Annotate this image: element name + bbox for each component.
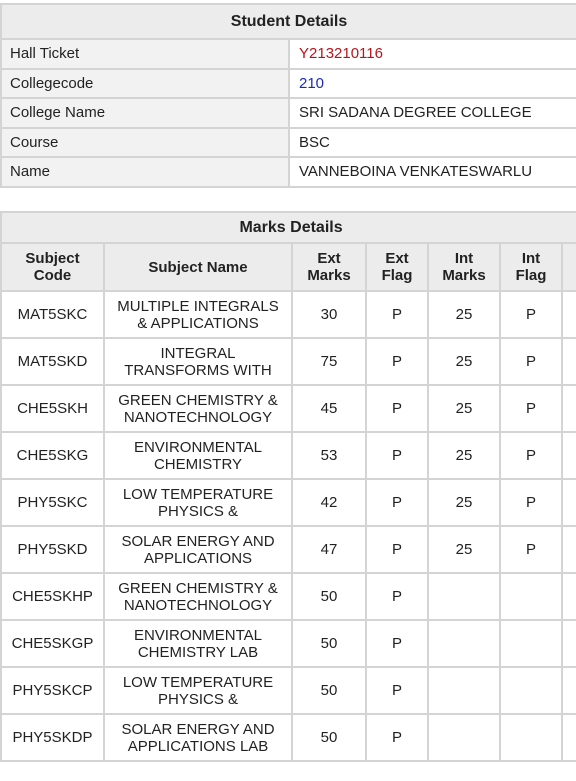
college-name-label: College Name <box>1 98 289 128</box>
table-row <box>1 291 576 338</box>
subject-name-cell <box>104 714 292 761</box>
int-marks-cell <box>428 620 500 667</box>
subject-name-line-1: INTEGRAL <box>160 344 236 362</box>
table-row <box>1 432 576 479</box>
subject-name-cell <box>104 338 292 385</box>
ext-flag-cell: P <box>366 526 428 573</box>
int-flag-cell: P <box>500 432 562 479</box>
subject-code-header: Subject Code <box>1 243 104 291</box>
hall-ticket-value: Y213210116 <box>289 39 576 69</box>
course-label: Course <box>1 128 289 158</box>
subject-name-cell <box>104 526 292 573</box>
subject-name-line-2: NANOTECHNOLOGY <box>123 408 273 426</box>
extra-cell <box>562 667 576 714</box>
int-marks-cell: 25 <box>428 432 500 479</box>
int-flag-cell: P <box>500 526 562 573</box>
int-flag-cell <box>500 573 562 620</box>
ext-flag-cell: P <box>366 338 428 385</box>
int-marks-cell <box>428 573 500 620</box>
college-code-label: Collegecode <box>1 69 289 99</box>
extra-cell <box>562 338 576 385</box>
subject-name-line-2: APPLICATIONS LAB <box>127 737 269 755</box>
int-flag-cell: P <box>500 291 562 338</box>
table-row <box>1 526 576 573</box>
extra-cell <box>562 573 576 620</box>
name-label: Name <box>1 157 289 187</box>
subject-name-line-2: PHYSICS & <box>157 502 239 520</box>
subject-code-cell: MAT5SKC <box>1 291 104 338</box>
int-flag-cell: P <box>500 338 562 385</box>
subject-code-cell: CHE5SKHP <box>1 573 104 620</box>
subject-code-cell: CHE5SKGP <box>1 620 104 667</box>
ext-flag-cell: P <box>366 620 428 667</box>
marks-header-row <box>1 243 576 291</box>
int-marks-header: Int Marks <box>428 243 500 291</box>
table-row <box>1 667 576 714</box>
marks-details-title: Marks Details <box>1 212 576 243</box>
subject-name-line-1: ENVIRONMENTAL <box>133 438 263 456</box>
subject-code-cell: PHY5SKD <box>1 526 104 573</box>
subject-name-cell <box>104 479 292 526</box>
college-code-value: 210 <box>289 69 576 99</box>
ext-marks-cell: 47 <box>292 526 366 573</box>
int-flag-cell <box>500 620 562 667</box>
ext-flag-cell: P <box>366 291 428 338</box>
ext-marks-cell: 45 <box>292 385 366 432</box>
ext-flag-cell: P <box>366 479 428 526</box>
ext-flag-cell: P <box>366 432 428 479</box>
extra-cell <box>562 714 576 761</box>
name-row <box>1 157 576 187</box>
extra-cell <box>562 620 576 667</box>
subject-name-line-1: GREEN CHEMISTRY & <box>118 391 278 409</box>
subject-code-cell: PHY5SKCP <box>1 667 104 714</box>
int-marks-cell: 25 <box>428 338 500 385</box>
int-flag-cell <box>500 667 562 714</box>
college-name-row <box>1 98 576 128</box>
course-row <box>1 128 576 158</box>
int-marks-cell: 25 <box>428 479 500 526</box>
subject-name-line-1: LOW TEMPERATURE <box>122 673 274 691</box>
int-flag-cell: P <box>500 385 562 432</box>
subject-name-line-1: GREEN CHEMISTRY & <box>118 579 278 597</box>
ext-flag-cell: P <box>366 385 428 432</box>
table-row <box>1 620 576 667</box>
college-name-value: SRI SADANA DEGREE COLLEGE <box>289 98 576 128</box>
int-flag-cell: P <box>500 479 562 526</box>
extra-cell <box>562 291 576 338</box>
extra-cell <box>562 432 576 479</box>
student-details-title: Student Details <box>1 4 576 39</box>
subject-name-line-2: CHEMISTRY LAB <box>137 643 259 661</box>
name-value: VANNEBOINA VENKATESWARLU <box>289 157 576 187</box>
extra-header-cell <box>562 243 576 291</box>
subject-code-cell: MAT5SKD <box>1 338 104 385</box>
subject-name-cell <box>104 573 292 620</box>
subject-name-line-1: SOLAR ENERGY AND <box>121 532 275 550</box>
ext-marks-cell: 50 <box>292 714 366 761</box>
ext-marks-cell: 42 <box>292 479 366 526</box>
subject-name-header: Subject Name <box>104 243 292 291</box>
hall-ticket-row <box>1 39 576 69</box>
subject-name-line-2: APPLICATIONS <box>143 549 253 567</box>
hall-ticket-label: Hall Ticket <box>1 39 289 69</box>
table-row <box>1 714 576 761</box>
ext-marks-cell: 75 <box>292 338 366 385</box>
subject-name-cell <box>104 667 292 714</box>
ext-marks-header: Ext Marks <box>292 243 366 291</box>
int-marks-cell: 25 <box>428 385 500 432</box>
subject-name-line-1: ENVIRONMENTAL <box>133 626 263 644</box>
subject-code-cell: CHE5SKH <box>1 385 104 432</box>
subject-name-line-1: MULTIPLE INTEGRALS <box>117 297 279 315</box>
subject-name-cell <box>104 291 292 338</box>
extra-cell <box>562 526 576 573</box>
int-flag-cell <box>500 714 562 761</box>
table-row <box>1 385 576 432</box>
subject-code-cell: PHY5SKDP <box>1 714 104 761</box>
marks-details-table <box>0 211 576 762</box>
ext-marks-cell: 50 <box>292 573 366 620</box>
ext-flag-cell: P <box>366 573 428 620</box>
subject-name-line-1: SOLAR ENERGY AND <box>121 720 275 738</box>
int-marks-cell: 25 <box>428 291 500 338</box>
ext-flag-cell: P <box>366 667 428 714</box>
int-marks-cell <box>428 714 500 761</box>
table-row <box>1 479 576 526</box>
subject-name-cell <box>104 620 292 667</box>
ext-flag-cell: P <box>366 714 428 761</box>
extra-cell <box>562 385 576 432</box>
ext-marks-cell: 50 <box>292 667 366 714</box>
subject-name-cell <box>104 432 292 479</box>
subject-name-cell <box>104 385 292 432</box>
int-marks-cell <box>428 667 500 714</box>
int-marks-cell: 25 <box>428 526 500 573</box>
subject-name-line-2: NANOTECHNOLOGY <box>123 596 273 614</box>
subject-code-cell: PHY5SKC <box>1 479 104 526</box>
extra-cell <box>562 479 576 526</box>
ext-marks-cell: 30 <box>292 291 366 338</box>
table-row <box>1 573 576 620</box>
subject-code-cell: CHE5SKG <box>1 432 104 479</box>
table-row <box>1 338 576 385</box>
college-code-row <box>1 69 576 99</box>
ext-flag-header: Ext Flag <box>366 243 428 291</box>
subject-name-line-2: CHEMISTRY <box>153 455 243 473</box>
subject-name-line-2: PHYSICS & <box>157 690 239 708</box>
subject-name-line-2: TRANSFORMS WITH <box>124 361 272 379</box>
ext-marks-cell: 50 <box>292 620 366 667</box>
course-value: BSC <box>289 128 576 158</box>
subject-name-line-2: & APPLICATIONS <box>137 314 259 332</box>
subject-name-line-1: LOW TEMPERATURE <box>122 485 274 503</box>
int-flag-header: Int Flag <box>500 243 562 291</box>
student-details-table <box>0 3 576 188</box>
ext-marks-cell: 53 <box>292 432 366 479</box>
